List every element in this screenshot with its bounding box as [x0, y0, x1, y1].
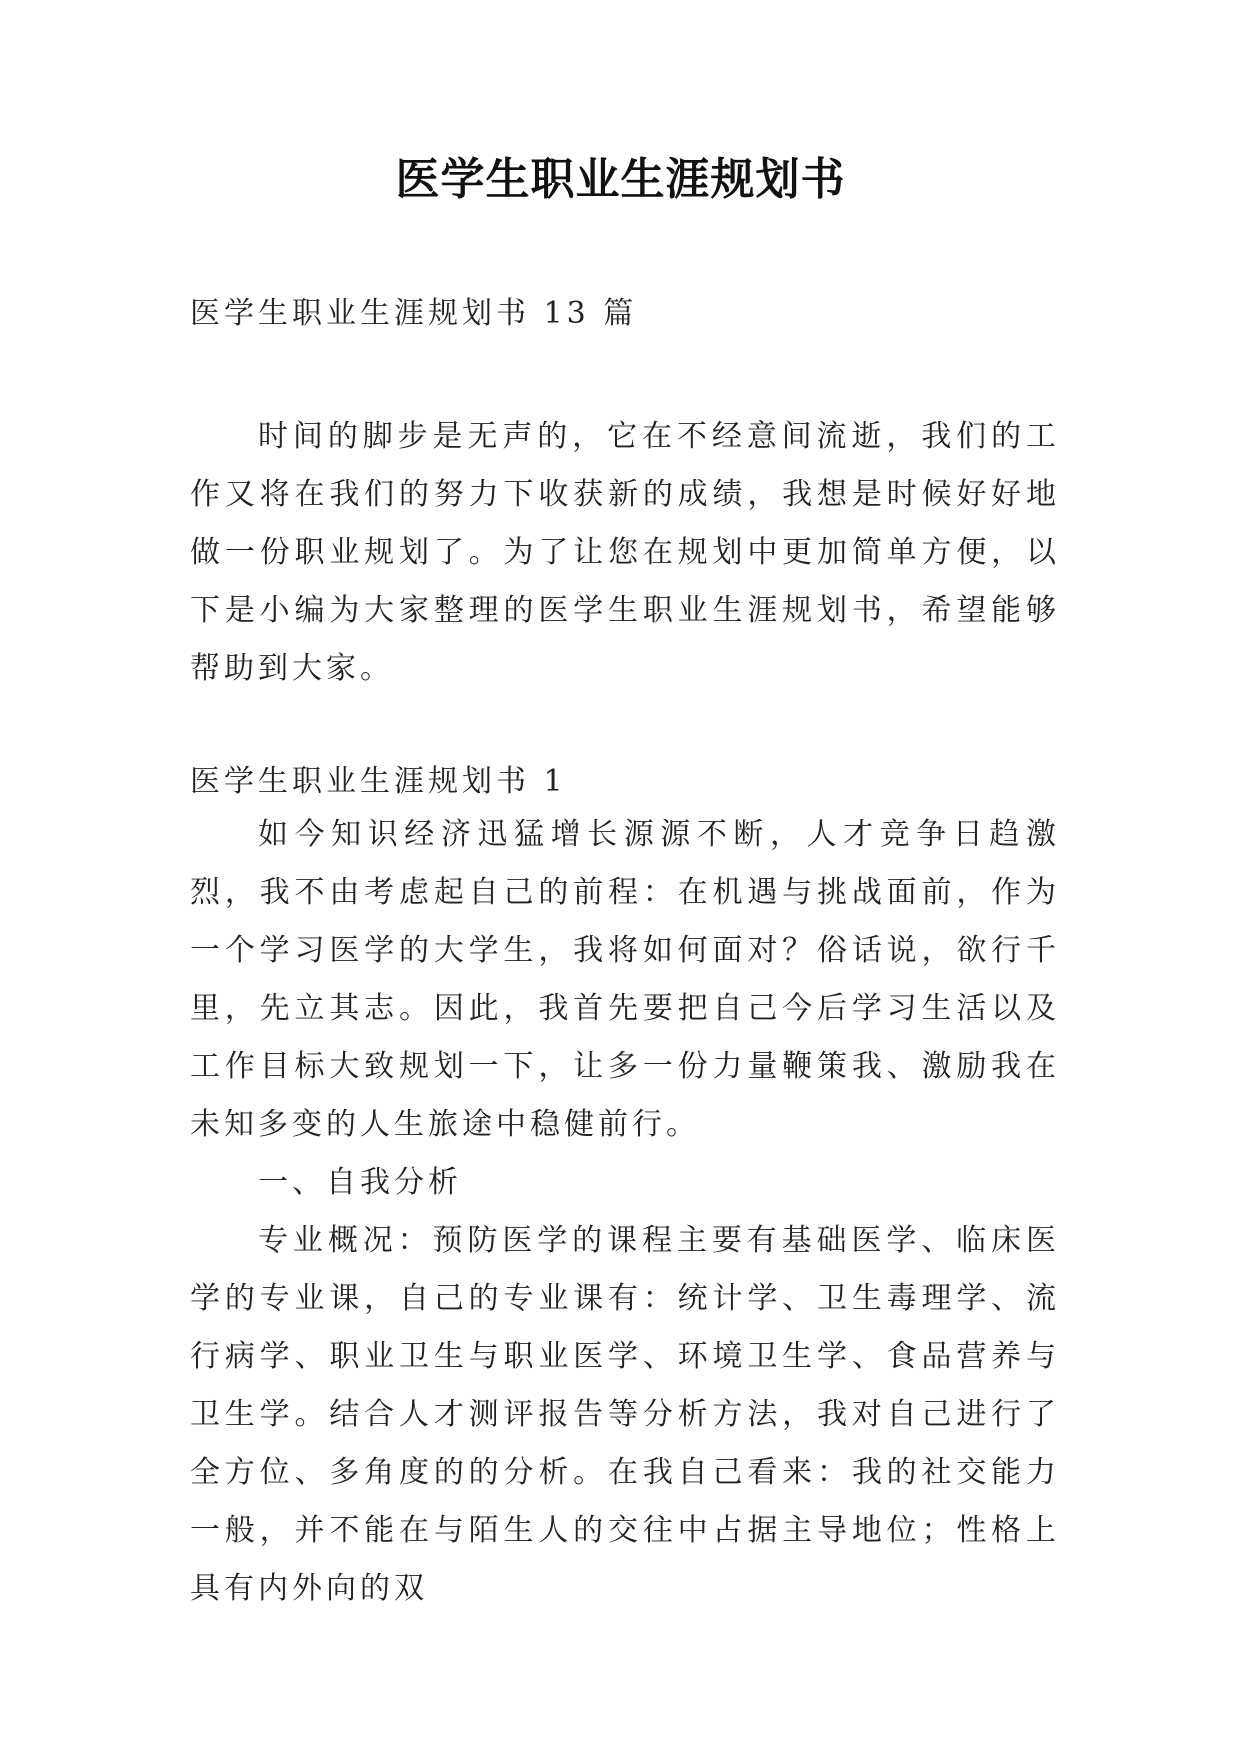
- document-title: 医学生职业生涯规划书: [395, 154, 846, 205]
- intro-paragraph: 时间的脚步是无声的，它在不经意间流逝，我们的工作又将在我们的努力下收获新的成绩，我想是时候好好地做一份职业规划了。为了让您在规划中更加简单方便，以下是小编为大家整理的医学生职业生涯规划书，希望能够帮助到大家。: [190, 419, 1060, 686]
- section-1-paragraph-2: 专业概况：预防医学的课程主要有基础医学、临床医学的专业课，自己的专业课有：统计学、卫生毒理学、流行病学、职业卫生与职业医学、环境卫生学、食品营养与卫生学。结合人才测评报告等分析方法，我对自己进行了全方位、多角度的的分析。在我自己看来：我的社交能力一般，并不能在与陌生人的交往中占据主导地位；性格上具有内外向的双: [190, 1223, 1060, 1606]
- document-subtitle: 医学生职业生涯规划书 13 篇: [190, 296, 638, 331]
- self-analysis-heading: 一、自我分析: [258, 1165, 462, 1200]
- section-1-heading: 医学生职业生涯规划书 1: [190, 764, 567, 799]
- section-1-paragraph-1: 如今知识经济迅猛增长源源不断，人才竞争日趋激烈，我不由考虑起自己的前程：在机遇与挑战面前，作为一个学习医学的大学生，我将如何面对？俗话说，欲行千里，先立其志。因此，我首先要把自己今后学习生活以及工作目标大致规划一下，让多一份力量鞭策我、激励我在未知多变的人生旅途中稳健前行。: [190, 817, 1060, 1142]
- section-1: [190, 762, 1060, 1618]
